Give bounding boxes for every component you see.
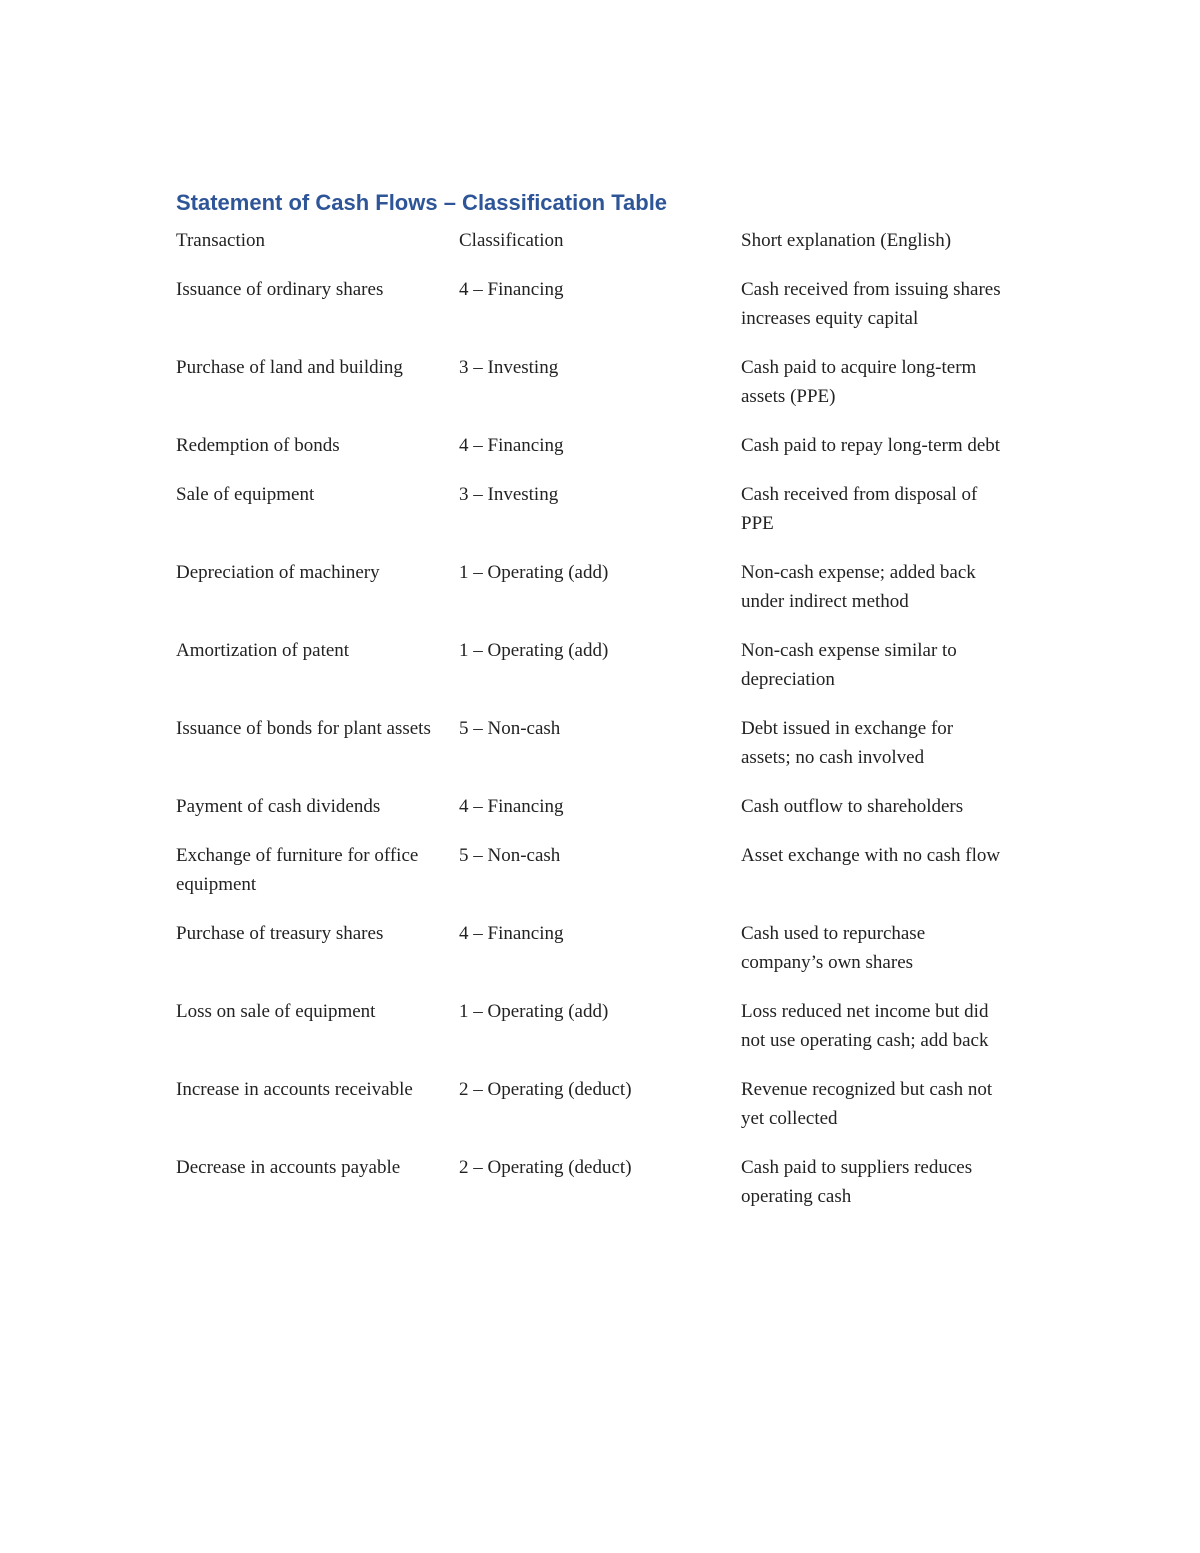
classification-table (176, 226, 1016, 1231)
table-row (176, 919, 1016, 997)
table-row (176, 353, 1016, 431)
transaction-cell: Amortization of patent (176, 640, 350, 661)
classification-cell: 3 – Investing (459, 484, 559, 505)
transaction-cell: Loss on sale of equipment (176, 1001, 376, 1022)
transaction-cell: Decrease in accounts payable (176, 1157, 401, 1178)
table-row (176, 431, 1016, 480)
transaction-cell: Sale of equipment (176, 484, 315, 505)
explanation-cell: Cash paid to suppliers reduces operating cash (741, 1157, 973, 1207)
transaction-cell: Issuance of bonds for plant assets (176, 718, 431, 739)
explanation-cell: Cash received from issuing shares increases equity capital (741, 279, 1001, 329)
table-row (176, 1075, 1016, 1153)
explanation-cell: Cash used to repurchase company’s own shares (741, 923, 926, 973)
transaction-cell: Depreciation of machinery (176, 562, 380, 583)
classification-cell: 4 – Financing (459, 923, 564, 944)
classification-cell: 1 – Operating (add) (459, 640, 609, 661)
explanation-cell: Asset exchange with no cash flow (741, 845, 1001, 866)
classification-cell: 1 – Operating (add) (459, 562, 609, 583)
transaction-cell: Redemption of bonds (176, 435, 340, 456)
explanation-cell: Cash paid to acquire long-term assets (PPE) (741, 357, 977, 407)
classification-cell: 2 – Operating (deduct) (459, 1079, 632, 1100)
table-row (176, 480, 1016, 558)
transaction-cell: Purchase of treasury shares (176, 923, 384, 944)
explanation-cell: Non-cash expense similar to depreciation (741, 640, 957, 690)
table-row (176, 792, 1016, 841)
explanation-cell: Loss reduced net income but did not use operating cash; add back (741, 1001, 989, 1051)
table-row (176, 275, 1016, 353)
table-row (176, 714, 1016, 792)
transaction-cell: Payment of cash dividends (176, 796, 381, 817)
explanation-cell: Debt issued in exchange for assets; no cash involved (741, 718, 954, 768)
classification-cell: 5 – Non-cash (459, 845, 561, 866)
explanation-cell: Cash paid to repay long-term debt (741, 435, 1001, 456)
transaction-cell: Exchange of furniture for office equipment (176, 845, 419, 895)
classification-cell: 4 – Financing (459, 796, 564, 817)
column-header-explanation: Short explanation (English) (741, 230, 952, 251)
transaction-cell: Purchase of land and building (176, 357, 403, 378)
table-row (176, 558, 1016, 636)
document-title: Statement of Cash Flows – Classification Table (176, 190, 668, 215)
column-header-classification: Classification (459, 230, 564, 251)
classification-cell: 4 – Financing (459, 435, 564, 456)
table-row (176, 841, 1016, 919)
classification-cell: 5 – Non-cash (459, 718, 561, 739)
table-row (176, 636, 1016, 714)
classification-cell: 1 – Operating (add) (459, 1001, 609, 1022)
explanation-cell: Non-cash expense; added back under indirect method (741, 562, 976, 612)
explanation-cell: Cash outflow to shareholders (741, 796, 964, 817)
classification-cell: 2 – Operating (deduct) (459, 1157, 632, 1178)
explanation-cell: Revenue recognized but cash not yet collected (741, 1079, 993, 1129)
table-header-row (176, 226, 1016, 275)
table-row (176, 1153, 1016, 1231)
table-row (176, 997, 1016, 1075)
explanation-cell: Cash received from disposal of PPE (741, 484, 978, 534)
transaction-cell: Issuance of ordinary shares (176, 279, 384, 300)
transaction-cell: Increase in accounts receivable (176, 1079, 413, 1100)
classification-cell: 4 – Financing (459, 279, 564, 300)
classification-cell: 3 – Investing (459, 357, 559, 378)
column-header-transaction: Transaction (176, 230, 266, 251)
